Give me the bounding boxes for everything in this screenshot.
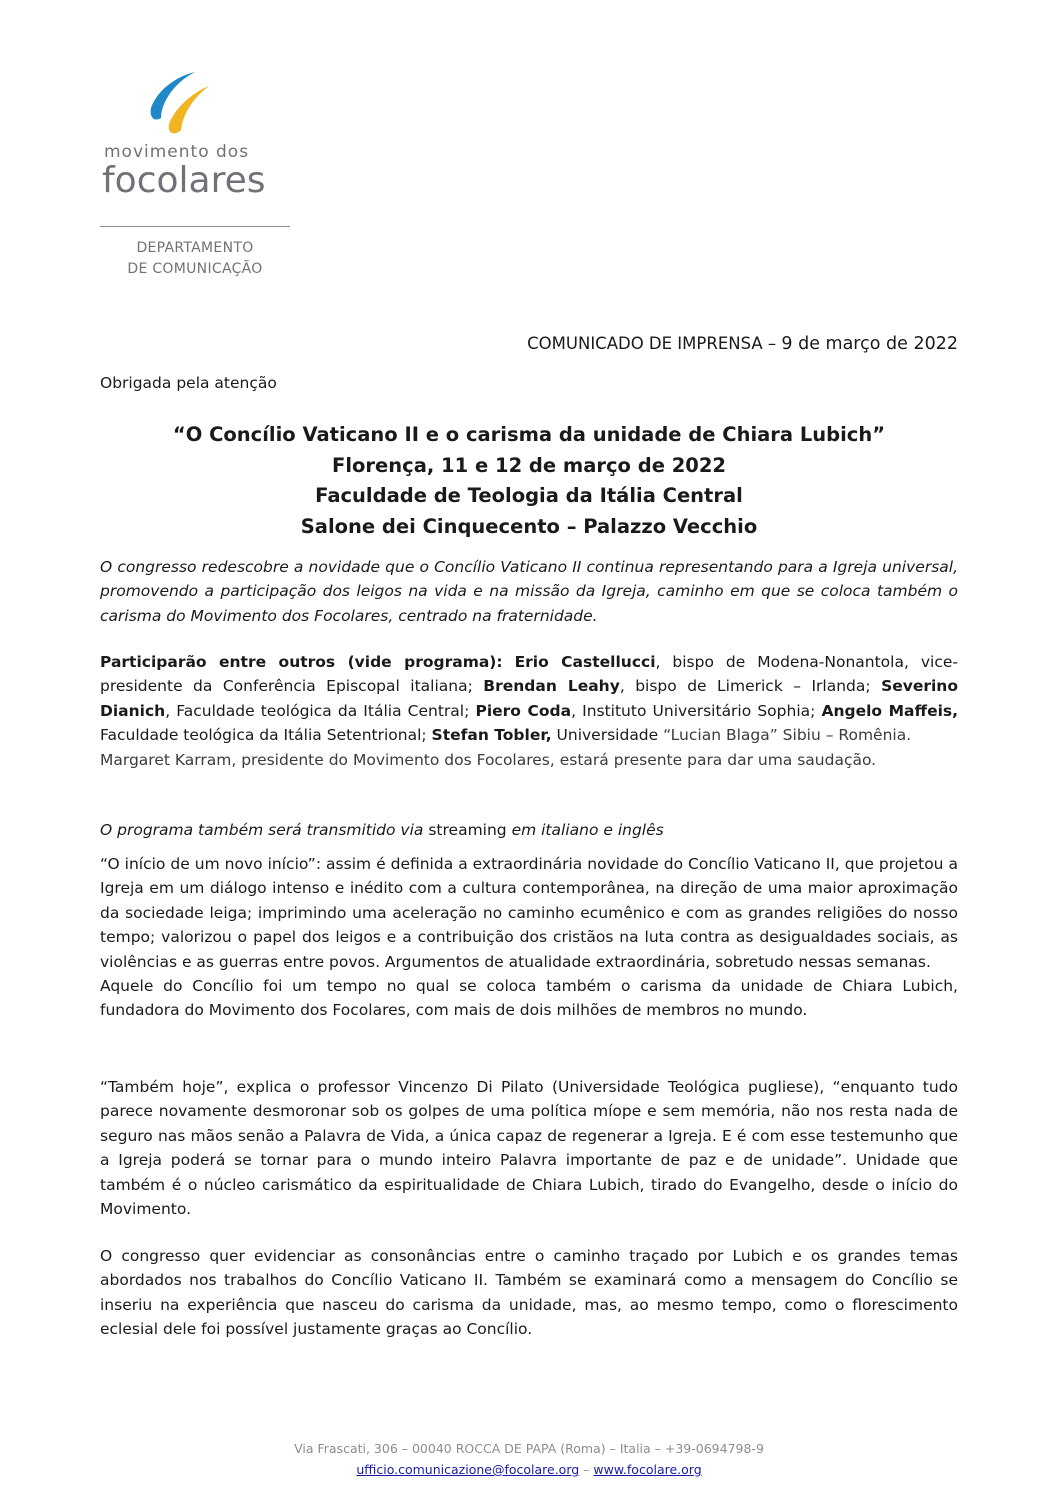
participant-name: Piero Coda bbox=[475, 701, 572, 720]
footer-address: Via Frascati, 306 – 00040 ROCCA DE PAPA (Roma) – Italia – +39-0694798-9 bbox=[294, 1441, 764, 1456]
margaret-karram-note: Margaret Karram, presidente do Movimento dos Focolares, estará presente para dar uma saudação. bbox=[100, 750, 877, 769]
footer-email-link[interactable]: ufficio.comunicazione@focolare.org bbox=[356, 1462, 580, 1477]
streaming-text-c: em italiano e inglês bbox=[506, 821, 664, 839]
participant-name: Severino Dianich bbox=[100, 677, 958, 720]
headline-institution: Faculdade de Teologia da Itália Central bbox=[315, 484, 743, 507]
focolares-logo-icon bbox=[147, 68, 217, 138]
headline-title: “O Concílio Vaticano II e o carisma da unidade de Chiara Lubich” bbox=[172, 423, 886, 446]
participants-intro: Participarão entre outros (vide programa): bbox=[100, 653, 503, 671]
press-release-header bbox=[527, 334, 958, 354]
logo-line-movimento: movimento dos bbox=[104, 142, 250, 162]
body-paragraph-3: O congresso quer evidenciar as consonâncias entre o caminho traçado por Lubich e os grandes temas abordados nos trabalhos do Concílio Vaticano II. Também se examinará como a mensagem do Concílio se inseriu na experiência que nasceu do carisma da unidade, mas, ao mesmo tempo, como o florescimento eclesial dele foi possível justamente graças ao Concílio. bbox=[100, 1247, 958, 1339]
participant-role: “Lucian Blaga” Sibiu – Romênia. bbox=[663, 726, 912, 745]
logo-line-focolares: focolares bbox=[102, 160, 266, 201]
footer-separator: – bbox=[583, 1462, 590, 1477]
body-paragraph-2: “Também hoje”, explica o professor Vincenzo Di Pilato (Universidade Teológica pugliese), “enquanto tudo parece novamente desmoronar sob os golpes de uma política míope e sem memória, não nos resta nada de seguro nas mãos senão a Palavra de Vida, a única capaz de regenerar a Igreja. E é com esse testemunho que a Igreja poderá se tornar para o mundo inteiro Palavra importante de paz e de unidade”. Unidade que também é o núcleo carismático da espiritualidade de Chiara Lubich, tirado do Evangelho, desde o início do Movimento. bbox=[100, 1078, 958, 1219]
logo-divider bbox=[100, 226, 290, 227]
focolares-logo bbox=[100, 68, 295, 227]
body-paragraph-1 bbox=[100, 852, 958, 1023]
footer-links bbox=[0, 1459, 1058, 1480]
department-line-2: DE COMUNICAÇÃO bbox=[127, 261, 263, 277]
streaming-word: streaming bbox=[428, 821, 507, 839]
participant-name: Stefan Tobler, bbox=[431, 726, 552, 745]
body-paragraph-1b: Aquele do Concílio foi um tempo no qual se coloca também o carisma da unidade de Chiara Lubich, fundadora do Movimento dos Focolares, com mais de dois milhões de membros no mundo. bbox=[100, 977, 958, 1020]
participant-role: , bispo de Limerick – Irlanda; bbox=[619, 677, 882, 696]
participant-role: , bispo de Modena-Nonantola, vice-presidente da Conferência Episcopal italiana; bbox=[100, 653, 958, 696]
streaming-text-a: O programa também será transmitido via bbox=[100, 821, 429, 839]
participant-name: Brendan Leahy bbox=[483, 677, 620, 696]
participant-role: Faculdade teológica da Itália Setentrional; bbox=[100, 726, 432, 745]
lead-paragraph: O congresso redescobre a novidade que o Concílio Vaticano II continua representando para a Igreja universal, promovendo a participação dos leigos na vida e na missão da Igreja, caminho em que se coloca também o carisma do Movimento dos Focolares, centrado na fraternidade. bbox=[100, 558, 958, 625]
participants-paragraph bbox=[100, 650, 958, 772]
participant-name: Angelo Maffeis, bbox=[821, 701, 959, 720]
press-release-date: 9 de março de 2022 bbox=[781, 334, 958, 354]
press-release-label: COMUNICADO DE IMPRENSA – bbox=[527, 334, 777, 353]
participant-role: , Instituto Universitário Sophia; bbox=[571, 701, 822, 720]
participant-name: Erio Castellucci bbox=[514, 653, 656, 671]
streaming-note bbox=[100, 818, 958, 842]
footer-website-link[interactable]: www.focolare.org bbox=[593, 1462, 702, 1477]
body-paragraph-1a: “O início de um novo início”: assim é definida a extraordinária novidade do Concílio Vaticano II, que projetou a Igreja em um diálogo intenso e inédito com a cultura contemporânea, na direção de uma maior aproximação da sociedade leiga; imprimindo uma aceleração no caminho ecumênico e com as grandes religiões do nosso tempo; valorizou o papel dos leigos e a contribuição dos cristãos na luta contra as desigualdades sociais, as violências e as guerras entre povos. Argumentos de atualidade extraordinária, sobretudo nessas semanas. bbox=[100, 855, 958, 971]
headline-venue: Salone dei Cinquecento – Palazzo Vecchio bbox=[300, 514, 758, 538]
department-line-1: DEPARTAMENTO bbox=[136, 240, 254, 256]
participant-role: , Faculdade teológica da Itália Central; bbox=[165, 701, 476, 720]
headline-place-date: Florença, 11 e 12 de março de 2022 bbox=[332, 453, 726, 477]
thanks-line: Obrigada pela atenção bbox=[100, 374, 277, 392]
participant-role: Universidade bbox=[551, 726, 664, 745]
department-label bbox=[100, 238, 290, 280]
headline-block bbox=[100, 420, 958, 542]
footer bbox=[0, 1438, 1058, 1480]
